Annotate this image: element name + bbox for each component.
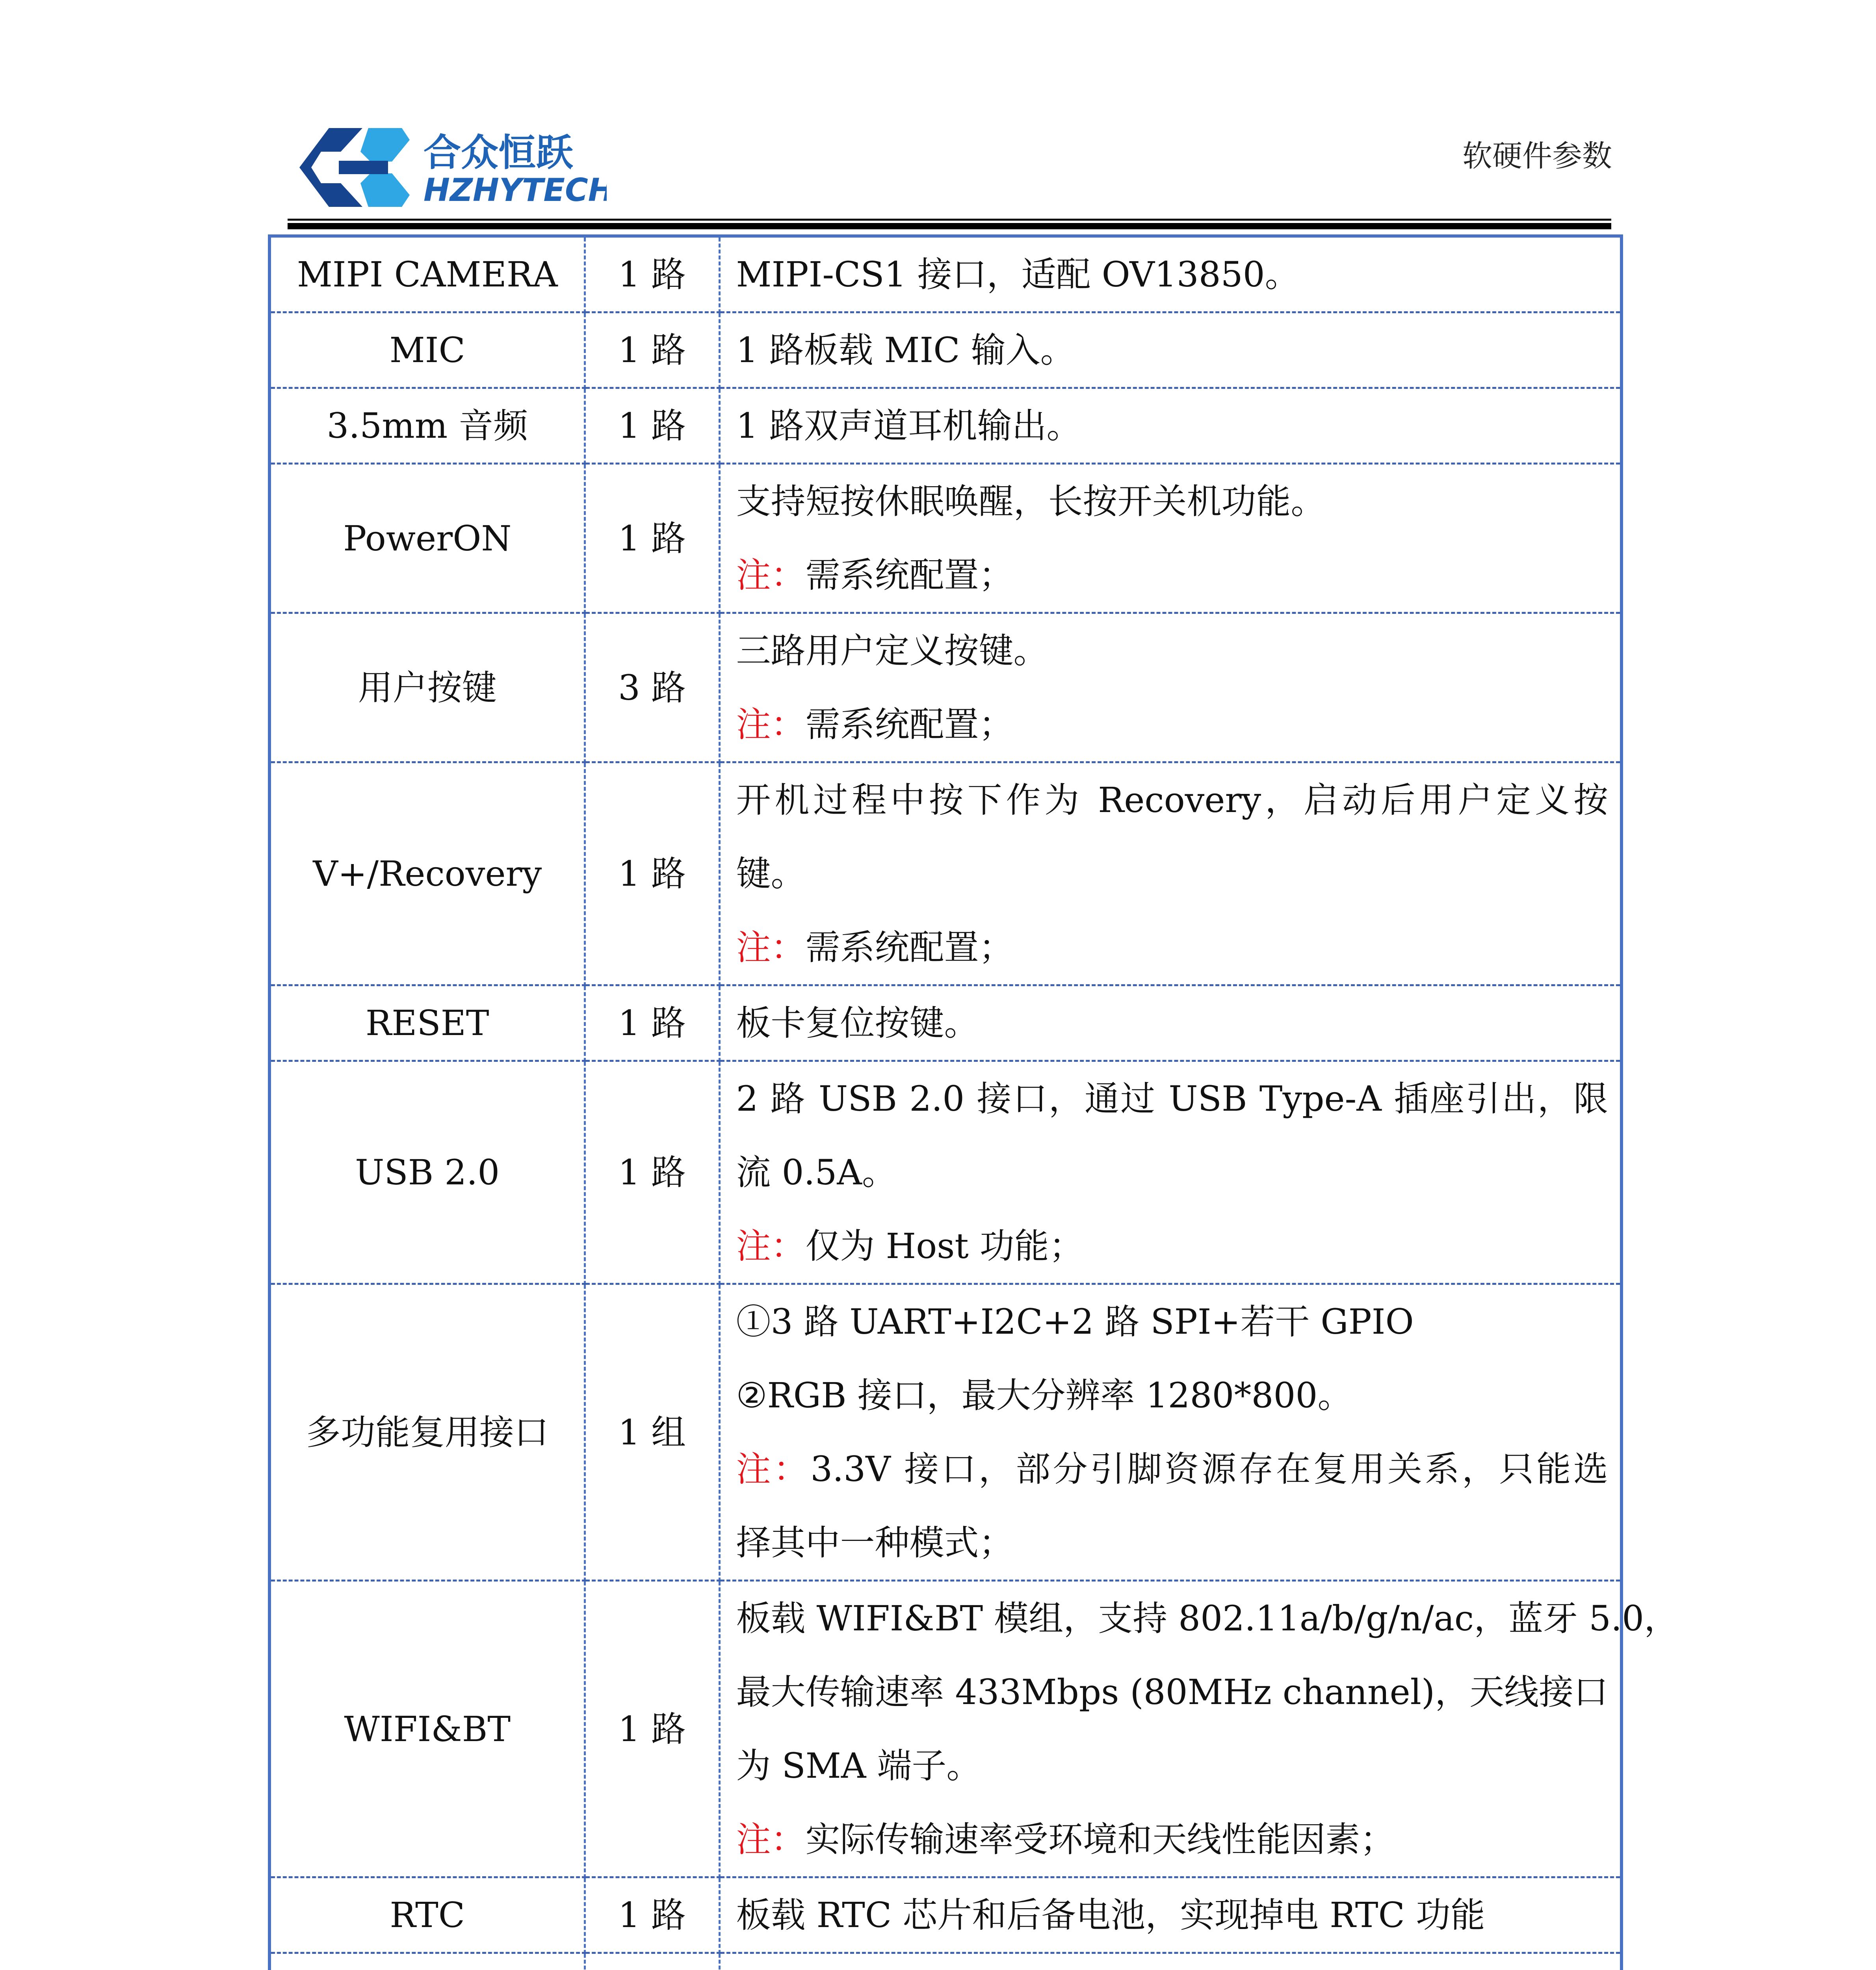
cell-description (719, 388, 1620, 464)
description-line: 择其中一种模式； (736, 1522, 1014, 1563)
note-label: 注： (736, 1449, 811, 1489)
cell-quantity: 1 路 (585, 1061, 719, 1284)
table-row (271, 388, 1620, 464)
company-logo (292, 122, 607, 213)
note-label: 注： (736, 704, 806, 745)
cell-quantity: 1 路 (585, 238, 719, 312)
description-line: 1 路板载 MIC 输入。 (736, 330, 1075, 370)
description-line: 板载 WIFI&BT 模组，支持 802.11a/b/g/n/ac，蓝牙 5.0， (736, 1598, 1679, 1639)
cell-description (719, 1284, 1620, 1581)
note-text: 需系统配置； (805, 555, 1014, 595)
cell-interface-name: 3.5mm 音频 (271, 388, 585, 464)
cell-interface-name: MIPI CAMERA (271, 238, 585, 312)
table-row (271, 1877, 1620, 1953)
description-line: 2 路 USB 2.0 接口，通过 USB Type-A 插座引出，限 (736, 1078, 1608, 1119)
description-line: 键。 (736, 853, 806, 894)
description-line: ①3 路 UART+I2C+2 路 SPI+若干 GPIO (736, 1301, 1414, 1342)
table-row (271, 985, 1620, 1061)
note-text: 仅为 Host 功能； (805, 1226, 1084, 1266)
cell-description (719, 1581, 1679, 1877)
description-line: 1 路双声道耳机输出。 (736, 405, 1081, 446)
description-line: 开机过程中按下作为 Recovery，启动后用户定义按 (736, 780, 1608, 820)
spec-table-body (271, 238, 1679, 1970)
description-line: ②RGB 接口，最大分辨率 1280*800。 (736, 1375, 1352, 1416)
description-line: MIPI-CS1 接口，适配 OV13850。 (736, 254, 1300, 295)
table-row (271, 1284, 1620, 1581)
header-rule-thick (288, 223, 1611, 229)
description-line (736, 538, 1609, 612)
description-line: 支持短按休眠唤醒，长按开关机功能。 (736, 481, 1326, 522)
cell-description (719, 464, 1620, 613)
description-line: 最大传输速率 433Mbps (80MHz channel)，天线接口 (736, 1672, 1609, 1712)
note-label: 注： (736, 1819, 806, 1860)
header-title: 软硬件参数 (1462, 138, 1612, 173)
cell-quantity: 1 路 (585, 762, 719, 985)
cell-description (719, 312, 1620, 388)
logo-cn-text: 合众恒跃 (423, 131, 574, 175)
cell-interface-name: PowerON (271, 464, 585, 613)
note-text: 需系统配置； (805, 704, 1014, 745)
cell-interface-name: WIFI&BT (271, 1581, 585, 1877)
table-row (271, 464, 1620, 613)
description-line: 为 SMA 端子。 (736, 1745, 981, 1786)
cell-quantity: 1 路 (585, 312, 719, 388)
cell-quantity: 1 路 (585, 464, 719, 613)
table-row (271, 1061, 1620, 1284)
cell-description (719, 1953, 1620, 1970)
description-line (736, 1432, 1609, 1506)
header-rule-thin (288, 219, 1611, 221)
logo-mark-icon (299, 128, 410, 207)
cell-interface-name: 用户按键 (271, 613, 585, 762)
table-row (271, 613, 1620, 762)
description-line: 三路用户定义按键。 (736, 630, 1048, 671)
cell-interface-name: RESET (271, 985, 585, 1061)
spec-table (268, 234, 1679, 1970)
cell-description (719, 762, 1620, 985)
cell-description (719, 1877, 1620, 1953)
cell-quantity: 3 路 (585, 613, 719, 762)
note-text: 需系统配置； (805, 927, 1014, 968)
note-text: 实际传输速率受环境和天线性能因素； (805, 1819, 1395, 1860)
note-label: 注： (736, 927, 806, 968)
cell-quantity: 1 路 (585, 388, 719, 464)
table-row (271, 1953, 1620, 1970)
description-line (736, 1209, 1609, 1283)
description-line (736, 1954, 1609, 1970)
note-label: 注： (736, 1226, 806, 1266)
note-text: 3.3V 接口，部分引脚资源存在复用关系，只能选 (810, 1449, 1608, 1489)
table-row (271, 312, 1620, 388)
description-line (736, 1803, 1609, 1876)
table-row (271, 238, 1620, 312)
description-line: 流 0.5A。 (736, 1152, 897, 1193)
cell-description (719, 613, 1620, 762)
cell-quantity: 1 路 (585, 1877, 719, 1953)
table-row (271, 762, 1620, 985)
logo-en-text: HZHYTECH (423, 172, 607, 208)
cell-quantity: 1 组 (585, 1284, 719, 1581)
description-line: 板卡复位按键。 (736, 1003, 979, 1043)
description-line (736, 688, 1609, 761)
cell-interface-name: RTC (271, 1877, 585, 1953)
note-label: 注： (736, 555, 806, 595)
cell-description (719, 1061, 1620, 1284)
cell-interface-name (271, 1953, 585, 1970)
cell-interface-name: USB 2.0 (271, 1061, 585, 1284)
cell-interface-name: V+/Recovery (271, 762, 585, 985)
cell-quantity: 1 路 (585, 1581, 719, 1877)
description-line (736, 911, 1609, 984)
table-row (271, 1581, 1620, 1877)
description-line: 板载 RTC 芯片和后备电池，实现掉电 RTC 功能 (736, 1895, 1485, 1935)
cell-quantity (585, 1953, 719, 1970)
cell-quantity: 1 路 (585, 985, 719, 1061)
cell-interface-name: 多功能复用接口 (271, 1284, 585, 1581)
cell-interface-name: MIC (271, 312, 585, 388)
cell-description (719, 985, 1620, 1061)
cell-description (719, 238, 1620, 312)
